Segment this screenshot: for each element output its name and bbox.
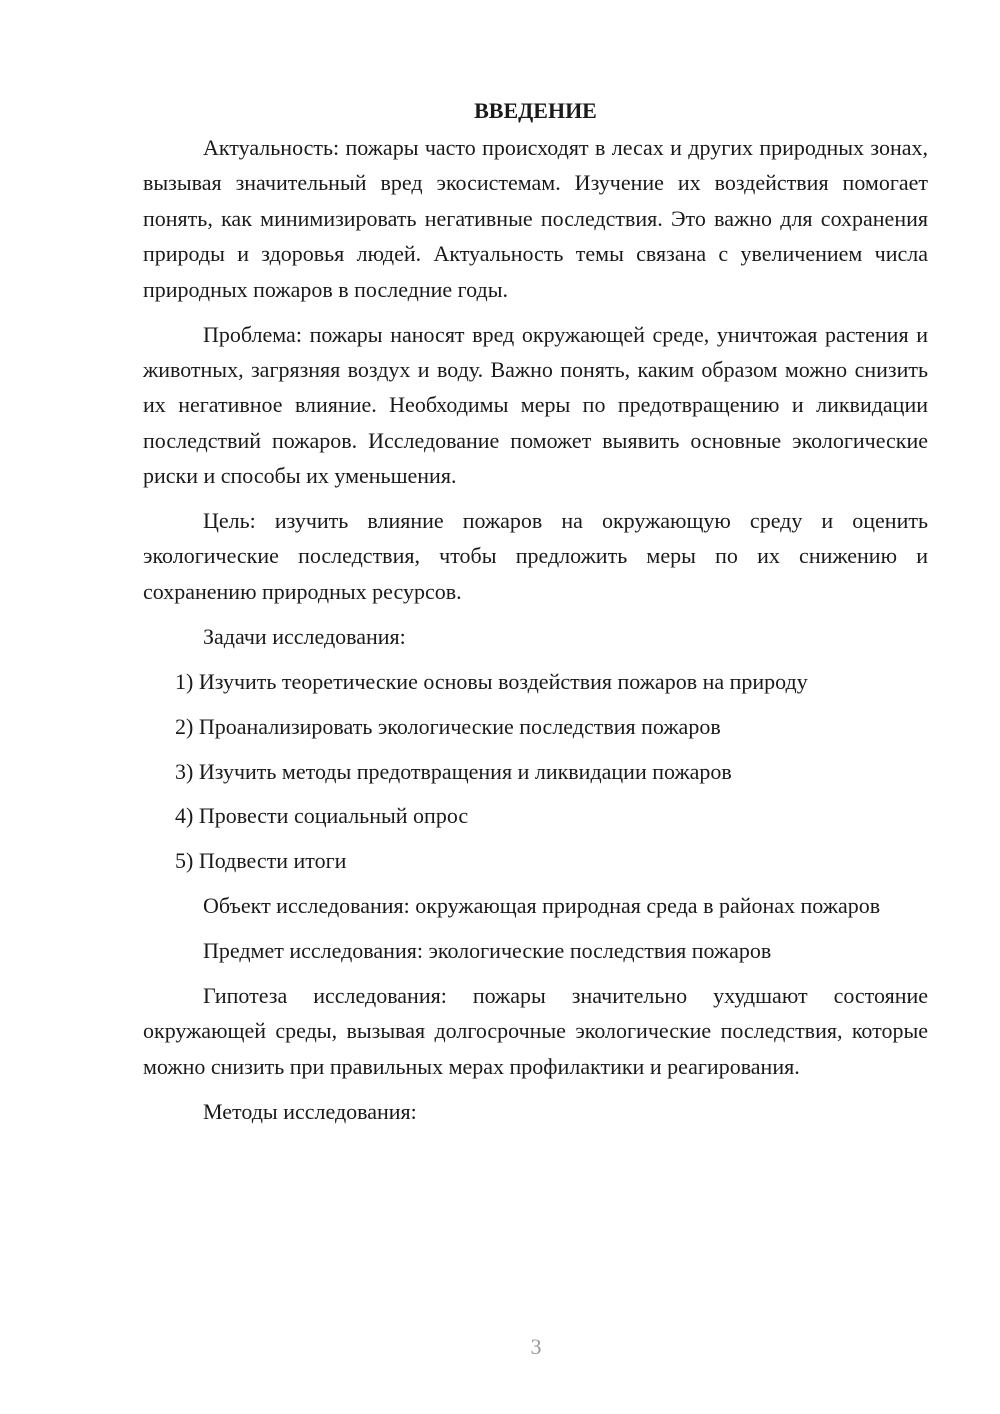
tasks-intro: Задачи исследования: [203, 623, 406, 649]
object-paragraph: Объект исследования: окружающая природная среда в районах пожаров [203, 893, 881, 919]
task-item: 3) Изучить методы предотвращения и ликвидации пожаров [175, 758, 732, 784]
task-item: 5) Подвести итоги [175, 848, 347, 874]
task-item: 4) Провести социальный опрос [175, 803, 469, 829]
page-content [143, 96, 928, 1139]
methods-paragraph: Методы исследования: [203, 1098, 417, 1124]
task-item: 1) Изучить теоретические основы воздействия пожаров на природу [175, 668, 808, 694]
page-heading: ВВЕДЕНИЕ [474, 98, 597, 123]
relevance-paragraph: Актуальность: пожары часто происходят в лесах и других природных зонах, вызывая значительный вред экосистемам. Изучение их воздействия помогает понять, как минимизировать негативные последствия. Это важно для сохранения природы и здоровья людей. Актуальность темы связана с увеличением числа природных пожаров в последние годы. [143, 135, 928, 302]
task-item: 2) Проанализировать экологические последствия пожаров [175, 713, 721, 739]
subject-paragraph: Предмет исследования: экологические последствия пожаров [203, 938, 772, 964]
hypothesis-paragraph: Гипотеза исследования: пожары значительно ухудшают состояние окружающей среды, вызывая долгосрочные экологические последствия, которые можно снизить при правильных мерах профилактики и реагирования. [143, 983, 928, 1079]
tasks-list [143, 664, 928, 879]
page-number: 3 [530, 1334, 542, 1359]
problem-paragraph: Проблема: пожары наносят вред окружающей среде, уничтожая растения и животных, загрязняя воздух и воду. Важно понять, каким образом можно снизить их негативное влияние. Необходимы меры по предотвращению и ликвидации последствий пожаров. Исследование поможет выявить основные экологические риски и способы их уменьшения. [143, 321, 928, 489]
goal-paragraph: Цель: изучить влияние пожаров на окружающую среду и оценить экологические последствия, чтобы предложить меры по их снижению и сохранению природных ресурсов. [143, 508, 928, 604]
